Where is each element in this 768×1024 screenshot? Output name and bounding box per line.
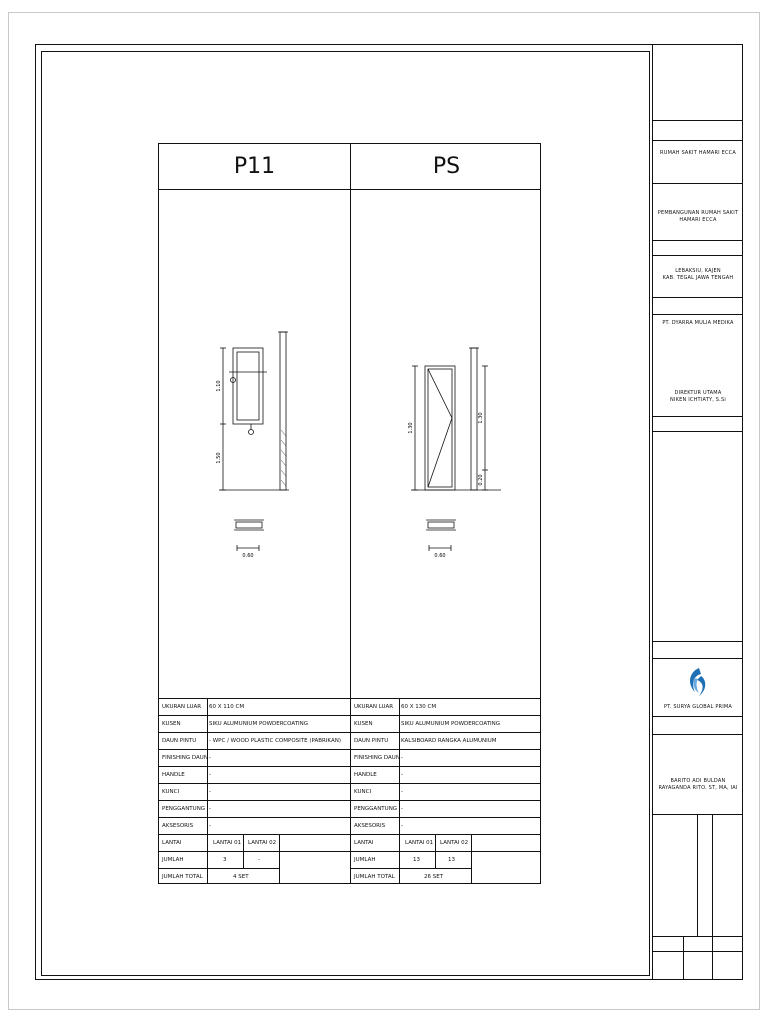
owner-company: PT. DYARRA MULIA MEDIKA	[662, 320, 734, 326]
table-row: AKSESORIS -	[351, 817, 541, 835]
ps-dim-low: 0.20	[478, 474, 484, 486]
table-row: HANDLE -	[351, 766, 541, 784]
ps-dim-width: 0.60	[434, 553, 446, 559]
table-row: JUMLAH 13 13	[351, 851, 541, 869]
table-row: DAUN PINTU KALSIBOARD RANGKA ALUMUNIUM	[351, 732, 541, 750]
door-code-p11: P11	[233, 154, 276, 179]
table-row: HANDLE -	[159, 766, 350, 784]
table-row: FINISHING DAUN -	[351, 749, 541, 767]
drafter-role: RAYAGANDA RITO. ST, MA, IAI	[658, 785, 738, 791]
table-row: UKURAN LUAR 60 X 130 CM	[351, 698, 541, 716]
table-row: KUNCI -	[351, 783, 541, 801]
table-row: PENGGANTUNG -	[159, 800, 350, 818]
table-row: JUMLAH 3 -	[159, 851, 350, 869]
project-desc-2: HAMARI ECCA	[679, 217, 717, 223]
title-block	[652, 44, 743, 980]
table-row: PENGGANTUNG -	[351, 800, 541, 818]
table-row: DAUN PINTU - WPC / WOOD PLASTIC COMPOSITE (PABRIKAN)	[159, 732, 350, 750]
drafter-name: BARITO ADI BULDAN	[670, 778, 726, 784]
project-name: RUMAH SAKIT HAMARI ECCA	[660, 150, 736, 156]
contractor-name: PT. SURYA GLOBAL PRIMA	[663, 704, 733, 710]
table-row: FINISHING DAUN -	[159, 749, 350, 767]
door-schedule-sheet	[158, 143, 541, 884]
location-1: LEBAKSIU, KAJEN	[675, 268, 721, 274]
ps-elevation-drawing	[351, 190, 542, 698]
table-row: KUSEN SIKU ALUMUNIUM POWDERCOATING	[159, 715, 350, 733]
table-row: JUMLAH TOTAL 26 SET	[351, 868, 471, 886]
table-row: JUMLAH TOTAL 4 SET	[159, 868, 279, 886]
p11-elevation-drawing	[159, 190, 350, 698]
p11-dim-lower: 1.50	[216, 452, 222, 464]
p11-dim-upper: 1.10	[216, 380, 222, 392]
ps-dim-left: 1.30	[408, 422, 414, 434]
door-code-ps: PS	[432, 154, 461, 179]
table-row: UKURAN LUAR 60 X 110 CM	[159, 698, 350, 716]
p11-dim-width: 0.60	[242, 553, 254, 559]
table-row: KUSEN SIKU ALUMUNIUM POWDERCOATING	[351, 715, 541, 733]
table-row: KUNCI -	[159, 783, 350, 801]
table-row: AKSESORIS -	[159, 817, 350, 835]
table-row: LANTAI LANTAI 01 LANTAI 02	[351, 834, 541, 852]
ps-dim-right: 1.30	[478, 412, 484, 424]
table-row: LANTAI LANTAI 01 LANTAI 02	[159, 834, 350, 852]
director-name: NIKEN ICHTIATY, S.Si	[670, 397, 726, 403]
location-2: KAB. TEGAL JAWA TENGAH	[662, 275, 734, 281]
director-title: DIREKTUR UTAMA	[674, 390, 722, 396]
project-desc-1: PEMBANGUNAN RUMAH SAKIT	[657, 210, 739, 216]
company-logo-icon	[685, 666, 709, 700]
